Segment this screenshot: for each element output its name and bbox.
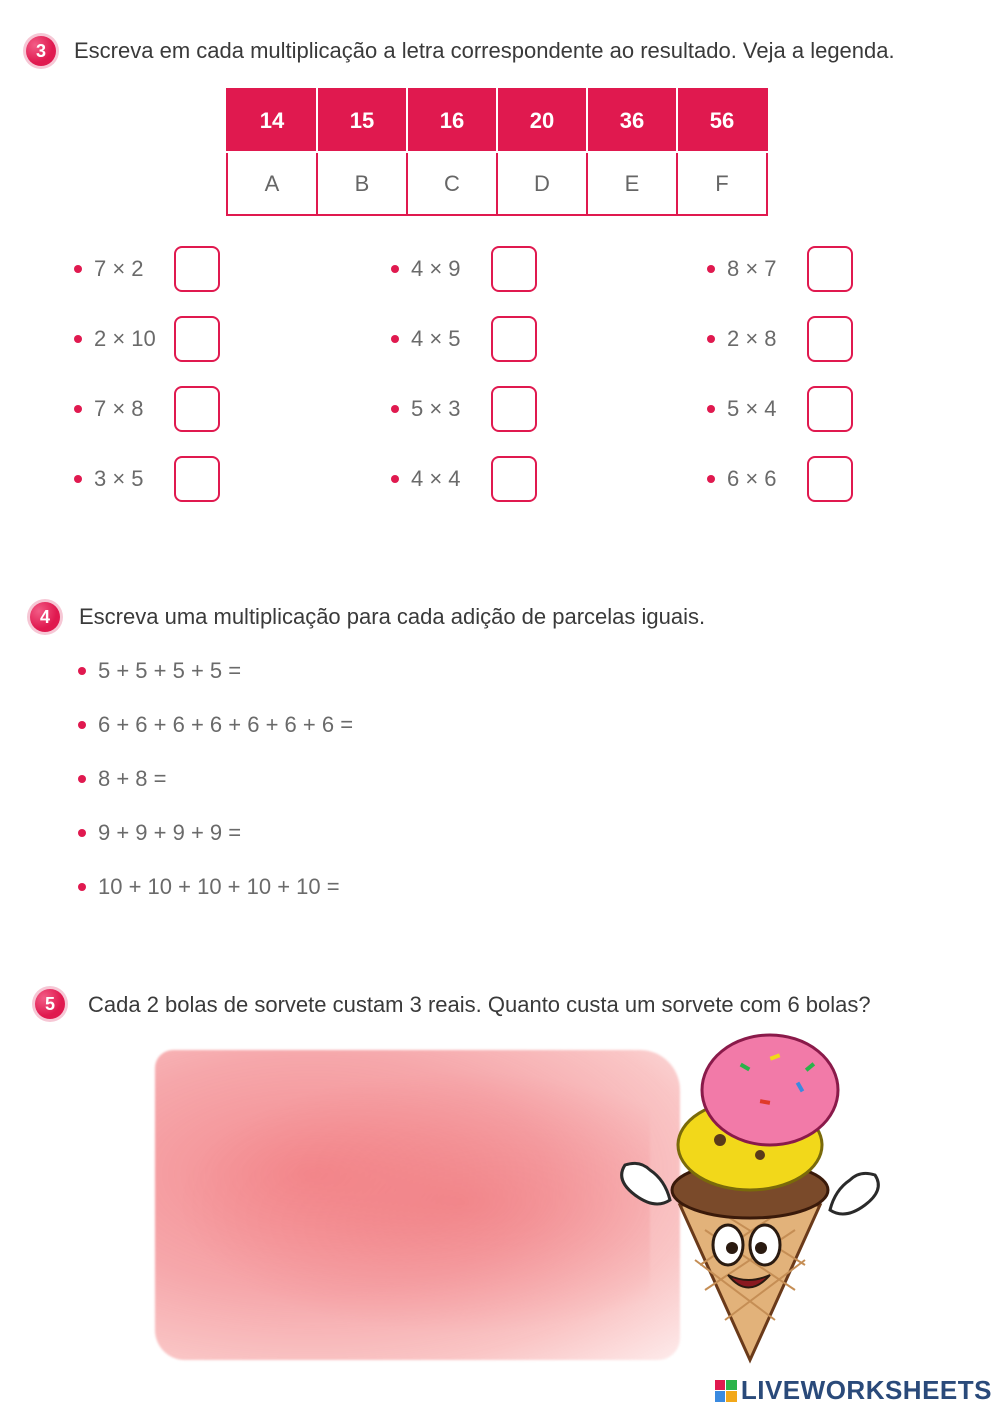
multiplication-item — [707, 384, 853, 434]
legend-value: 36 — [587, 89, 677, 152]
answer-box[interactable] — [174, 316, 220, 362]
left-pupil — [726, 1242, 738, 1254]
legend-letter: D — [497, 152, 587, 215]
bullet-icon — [707, 265, 715, 273]
addition-expression: 6 + 6 + 6 + 6 + 6 + 6 + 6 = — [98, 712, 354, 737]
question-5-number: 5 — [35, 989, 65, 1019]
legend-letter: C — [407, 152, 497, 215]
multiplication-expression: 8 × 7 — [727, 256, 777, 281]
multiplication-item — [74, 244, 220, 294]
addition-item — [78, 658, 241, 684]
answer-area[interactable] — [155, 1050, 680, 1360]
legend-letter: F — [677, 152, 767, 215]
bullet-icon — [74, 475, 82, 483]
multiplication-expression: 5 × 4 — [727, 396, 777, 421]
legend-letter: B — [317, 152, 407, 215]
legend-letter: E — [587, 152, 677, 215]
addition-expression: 10 + 10 + 10 + 10 + 10 = — [98, 874, 340, 899]
multiplication-expression: 3 × 5 — [94, 466, 144, 491]
multiplication-item — [391, 314, 537, 364]
right-pupil — [755, 1242, 767, 1254]
legend-table — [226, 88, 768, 216]
bullet-icon — [74, 335, 82, 343]
bullet-icon — [707, 405, 715, 413]
answer-box[interactable] — [807, 316, 853, 362]
legend-value: 56 — [677, 89, 767, 152]
answer-box[interactable] — [491, 246, 537, 292]
bullet-icon — [78, 775, 86, 783]
logo-text: LIVEWORKSHEETS — [740, 1375, 992, 1405]
multiplication-expression: 2 × 10 — [94, 326, 156, 351]
multiplication-item — [391, 244, 537, 294]
bullet-icon — [78, 829, 86, 837]
answer-box[interactable] — [807, 386, 853, 432]
multiplication-expression: 7 × 8 — [94, 396, 144, 421]
bullet-icon — [391, 475, 399, 483]
right-glove-icon — [830, 1173, 878, 1214]
answer-box[interactable] — [491, 386, 537, 432]
liveworksheets-mark-icon — [715, 1380, 737, 1402]
bullet-icon — [707, 335, 715, 343]
question-3-number: 3 — [26, 36, 56, 66]
multiplication-expression: 2 × 8 — [727, 326, 777, 351]
addition-item — [78, 874, 340, 900]
multiplication-expression: 4 × 4 — [411, 466, 461, 491]
multiplication-expression: 4 × 5 — [411, 326, 461, 351]
answer-box[interactable] — [174, 246, 220, 292]
legend-value: 15 — [317, 89, 407, 152]
multiplication-item — [391, 454, 537, 504]
multiplication-item — [707, 314, 853, 364]
addition-expression: 5 + 5 + 5 + 5 = — [98, 658, 242, 683]
bullet-icon — [78, 883, 86, 891]
legend-value: 14 — [227, 89, 317, 152]
multiplication-item — [707, 244, 853, 294]
multiplication-expression: 5 × 3 — [411, 396, 461, 421]
answer-box[interactable] — [807, 456, 853, 502]
bullet-icon — [74, 265, 82, 273]
bullet-icon — [78, 721, 86, 729]
addition-item — [78, 712, 353, 738]
bullet-icon — [74, 405, 82, 413]
multiplication-item — [74, 314, 220, 364]
bullet-icon — [391, 405, 399, 413]
question-5-text: Cada 2 bolas de sorvete custam 3 reais. Quanto custa um sorvete com 6 bolas? — [88, 992, 871, 1017]
question-3-text: Escreva em cada multiplicação a letra correspondente ao resultado. Veja a legenda. — [74, 38, 895, 63]
multiplication-item — [74, 454, 220, 504]
multiplication-item — [391, 384, 537, 434]
legend-letter: A — [227, 152, 317, 215]
addition-item — [78, 820, 241, 846]
legend-value: 16 — [407, 89, 497, 152]
answer-box[interactable] — [174, 386, 220, 432]
left-glove-icon — [622, 1163, 670, 1204]
question-4-number: 4 — [30, 602, 60, 632]
addition-expression: 9 + 9 + 9 + 9 = — [98, 820, 242, 845]
question-4-text: Escreva uma multiplicação para cada adição de parcelas iguais. — [79, 604, 706, 629]
bullet-icon — [707, 475, 715, 483]
strawberry-scoop — [702, 1035, 838, 1145]
liveworksheets-logo — [715, 1375, 992, 1406]
legend-value: 20 — [497, 89, 587, 152]
multiplication-expression: 7 × 2 — [94, 256, 144, 281]
answer-box[interactable] — [491, 456, 537, 502]
multiplication-item — [707, 454, 853, 504]
multiplication-item — [74, 384, 220, 434]
answer-box[interactable] — [491, 316, 537, 362]
addition-item — [78, 766, 167, 792]
ice-cream-mascot-icon — [610, 1030, 890, 1365]
bullet-icon — [391, 265, 399, 273]
addition-expression: 8 + 8 = — [98, 766, 167, 791]
multiplication-expression: 4 × 9 — [411, 256, 461, 281]
answer-box[interactable] — [807, 246, 853, 292]
multiplication-expression: 6 × 6 — [727, 466, 777, 491]
bullet-icon — [391, 335, 399, 343]
bullet-icon — [78, 667, 86, 675]
answer-box[interactable] — [174, 456, 220, 502]
